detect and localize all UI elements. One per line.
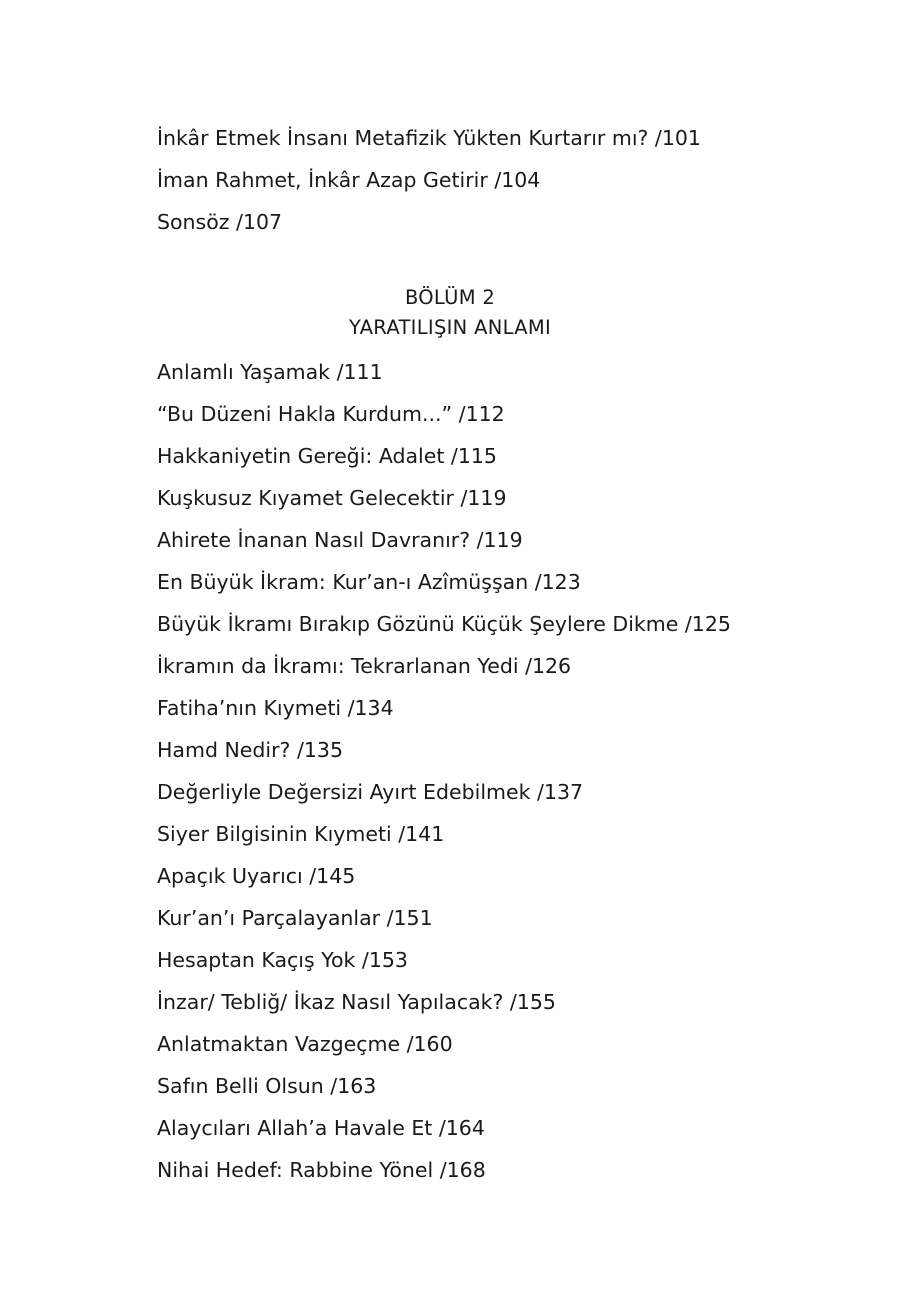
toc-entry: Anlamlı Yaşamak /111: [157, 360, 383, 384]
toc-list-part-1: [157, 117, 857, 243]
toc-entry: En Büyük İkram: Kur’an-ı Azîmüşşan /123: [157, 570, 581, 594]
toc-entry: Hamd Nedir? /135: [157, 738, 343, 762]
section-heading: [0, 283, 900, 343]
toc-entry: Büyük İkramı Bırakıp Gözünü Küçük Şeylere Dikme /125: [157, 612, 731, 636]
toc-entry: Değerliyle Değersizi Ayırt Edebilmek /137: [157, 780, 584, 804]
toc-entry: Hakkaniyetin Gereği: Adalet /115: [157, 444, 497, 468]
toc-entry: “Bu Düzeni Hakla Kurdum...” /112: [157, 402, 505, 426]
toc-entry: Siyer Bilgisinin Kıymeti /141: [157, 822, 445, 846]
section-number: BÖLÜM 2: [404, 286, 496, 309]
toc-entry: Sonsöz /107: [157, 210, 283, 234]
toc-entry: İnkâr Etmek İnsanı Metafizik Yükten Kurtarır mı? /101: [157, 126, 701, 150]
toc-entry: İnzar/ Tebliğ/ İkaz Nasıl Yapılacak? /155: [157, 990, 556, 1014]
toc-entry: Fatiha’nın Kıymeti /134: [157, 696, 394, 720]
toc-entry: İkramın da İkramı: Tekrarlanan Yedi /126: [157, 654, 572, 678]
toc-entry: Alaycıları Allah’a Havale Et /164: [157, 1116, 485, 1140]
toc-entry: Apaçık Uyarıcı /145: [157, 864, 356, 888]
toc-list-part-2: [157, 351, 877, 1191]
toc-entry: Ahirete İnanan Nasıl Davranır? /119: [157, 528, 523, 552]
toc-entry: Kuşkusuz Kıyamet Gelecektir /119: [157, 486, 507, 510]
toc-entry: Nihai Hedef: Rabbine Yönel /168: [157, 1158, 486, 1182]
toc-entry: Hesaptan Kaçış Yok /153: [157, 948, 408, 972]
toc-entry: Kur’an’ı Parçalayanlar /151: [157, 906, 433, 930]
toc-entry: Safın Belli Olsun /163: [157, 1074, 377, 1098]
toc-entry: Anlatmaktan Vazgeçme /160: [157, 1032, 453, 1056]
toc-entry: İman Rahmet, İnkâr Azap Getirir /104: [157, 168, 541, 192]
section-title: YARATILIŞIN ANLAMI: [348, 316, 552, 339]
